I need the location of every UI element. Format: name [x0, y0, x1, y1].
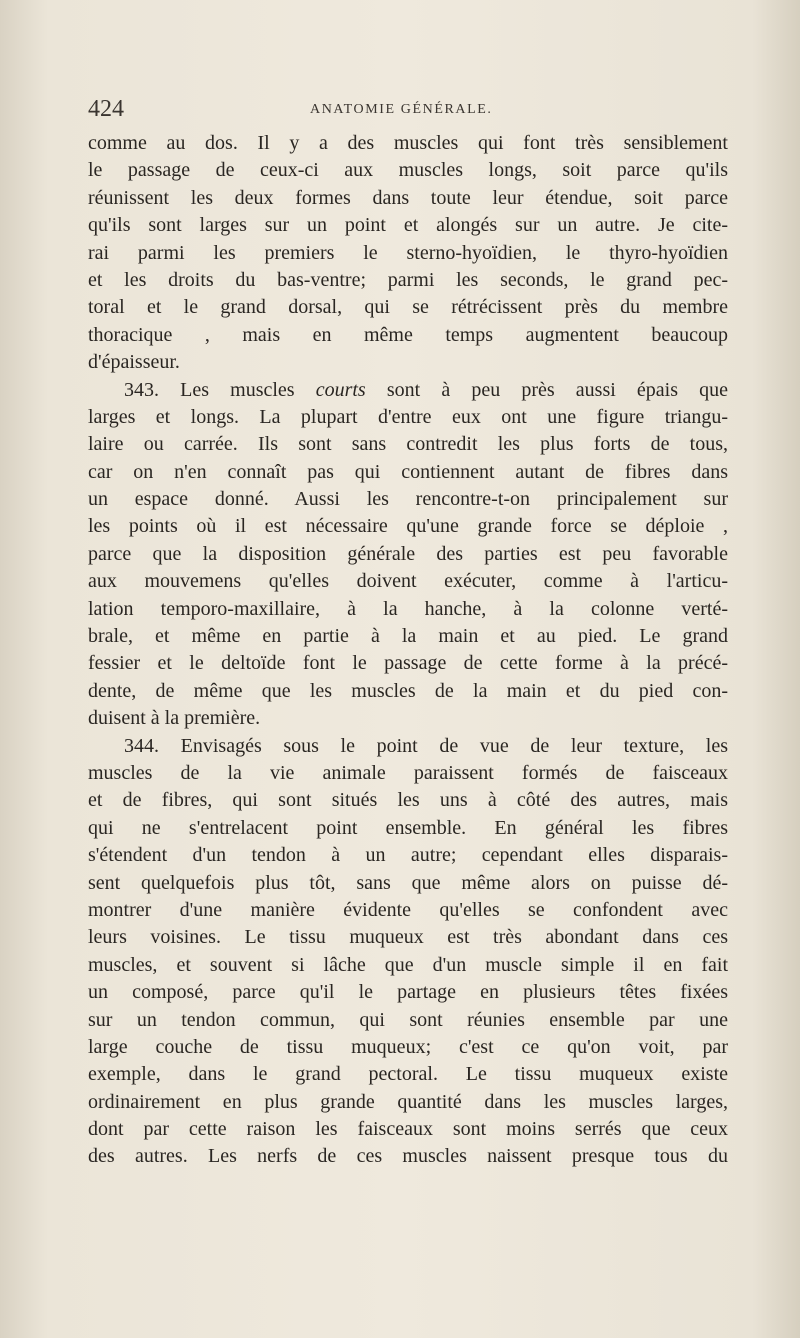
text-line: sur un tendon commun, qui sont réunies ensemble par une [88, 1008, 728, 1031]
text-line: les points où il est nécessaire qu'une grande force se déploie , [88, 515, 728, 538]
paragraph-343-first-line [88, 377, 728, 404]
text-line: et de fibres, qui sont situés les uns à côté des autres, mais [88, 789, 728, 812]
text-line: muscles de la vie animale paraissent formés de faisceaux [88, 761, 728, 784]
text-line: aux mouvemens qu'elles doivent exécuter, comme à l'articu- [88, 570, 728, 593]
text-line: s'étendent d'un tendon à un autre; cependant elles disparais- [88, 844, 728, 867]
text-line: lation temporo-maxillaire, à la hanche, à la colonne verté- [88, 597, 728, 620]
text-line: parce que la disposition générale des parties est peu favorable [88, 542, 728, 565]
text-line: rai parmi les premiers le sterno-hyoïdien, le thyro-hyoïdien [88, 241, 728, 264]
text-segment: sont à peu près aussi épais que [386, 378, 729, 401]
text-line: comme au dos. Il y a des muscles qui font très sensiblement [88, 132, 728, 154]
running-title: ANATOMIE GÉNÉRALE. [310, 102, 493, 117]
text-line: brale, et même en partie à la main et au pied. Le grand [88, 625, 728, 648]
text-line: le passage de ceux-ci aux muscles longs, soit parce qu'ils [88, 159, 728, 182]
text-line: dont par cette raison les faisceaux sont moins serrés que ceux [88, 1118, 728, 1141]
text-line: sent quelquefois plus tôt, sans que même alors on puisse dé- [88, 871, 728, 894]
text-line: leurs voisines. Le tissu muqueux est très abondant dans ces [88, 926, 728, 949]
text-line: montrer d'une manière évidente qu'elles se confondent avec [88, 898, 728, 921]
text-line: laire ou carrée. Ils sont sans contredit les plus forts de tous, [88, 433, 728, 456]
text-line: et les droits du bas-ventre; parmi les seconds, le grand pec- [88, 268, 728, 291]
text-line: thoracique , mais en même temps augmentent beaucoup [88, 323, 728, 346]
text-line: large couche de tissu muqueux; c'est ce qu'on voit, par [88, 1035, 728, 1058]
text-line: qu'ils sont larges sur un point et alongés sur un autre. Je cite- [88, 214, 728, 237]
italic-term: courts [315, 378, 366, 401]
body-text [88, 130, 728, 1171]
text-line: muscles, et souvent si lâche que d'un muscle simple il en fait [88, 953, 728, 976]
text-line: un espace donné. Aussi les rencontre-t-on principalement sur [88, 488, 728, 511]
text-line: fessier et le deltoïde font le passage de cette forme à la précé- [88, 652, 728, 675]
text-line: d'épaisseur. [88, 351, 180, 374]
text-line: dente, de même que les muscles de la main et du pied con- [88, 679, 728, 702]
text-line: exemple, dans le grand pectoral. Le tissu muqueux existe [88, 1063, 728, 1086]
text-line: qui ne s'entrelacent point ensemble. En général les fibres [88, 816, 728, 839]
text-line: car on n'en connaît pas qui contiennent autant de fibres dans [88, 460, 728, 483]
text-segment: 343. Les muscles [124, 378, 295, 401]
page-header [88, 96, 728, 126]
page-number: 424 [88, 96, 124, 122]
text-line: toral et le grand dorsal, qui se rétrécissent près du membre [88, 296, 728, 319]
paragraph-344-first-line: 344. Envisagés sous le point de vue de leur texture, les [124, 734, 728, 757]
text-line: réunissent les deux formes dans toute leur étendue, soit parce [88, 186, 728, 209]
text-line: larges et longs. La plupart d'entre eux ont une figure triangu- [88, 405, 728, 428]
text-line: duisent à la première. [88, 707, 261, 730]
text-line: ordinairement en plus grande quantité dans les muscles larges, [88, 1090, 728, 1113]
text-line: des autres. Les nerfs de ces muscles naissent presque tous du [88, 1145, 728, 1168]
text-line: un composé, parce qu'il le partage en plusieurs têtes fixées [88, 981, 728, 1004]
